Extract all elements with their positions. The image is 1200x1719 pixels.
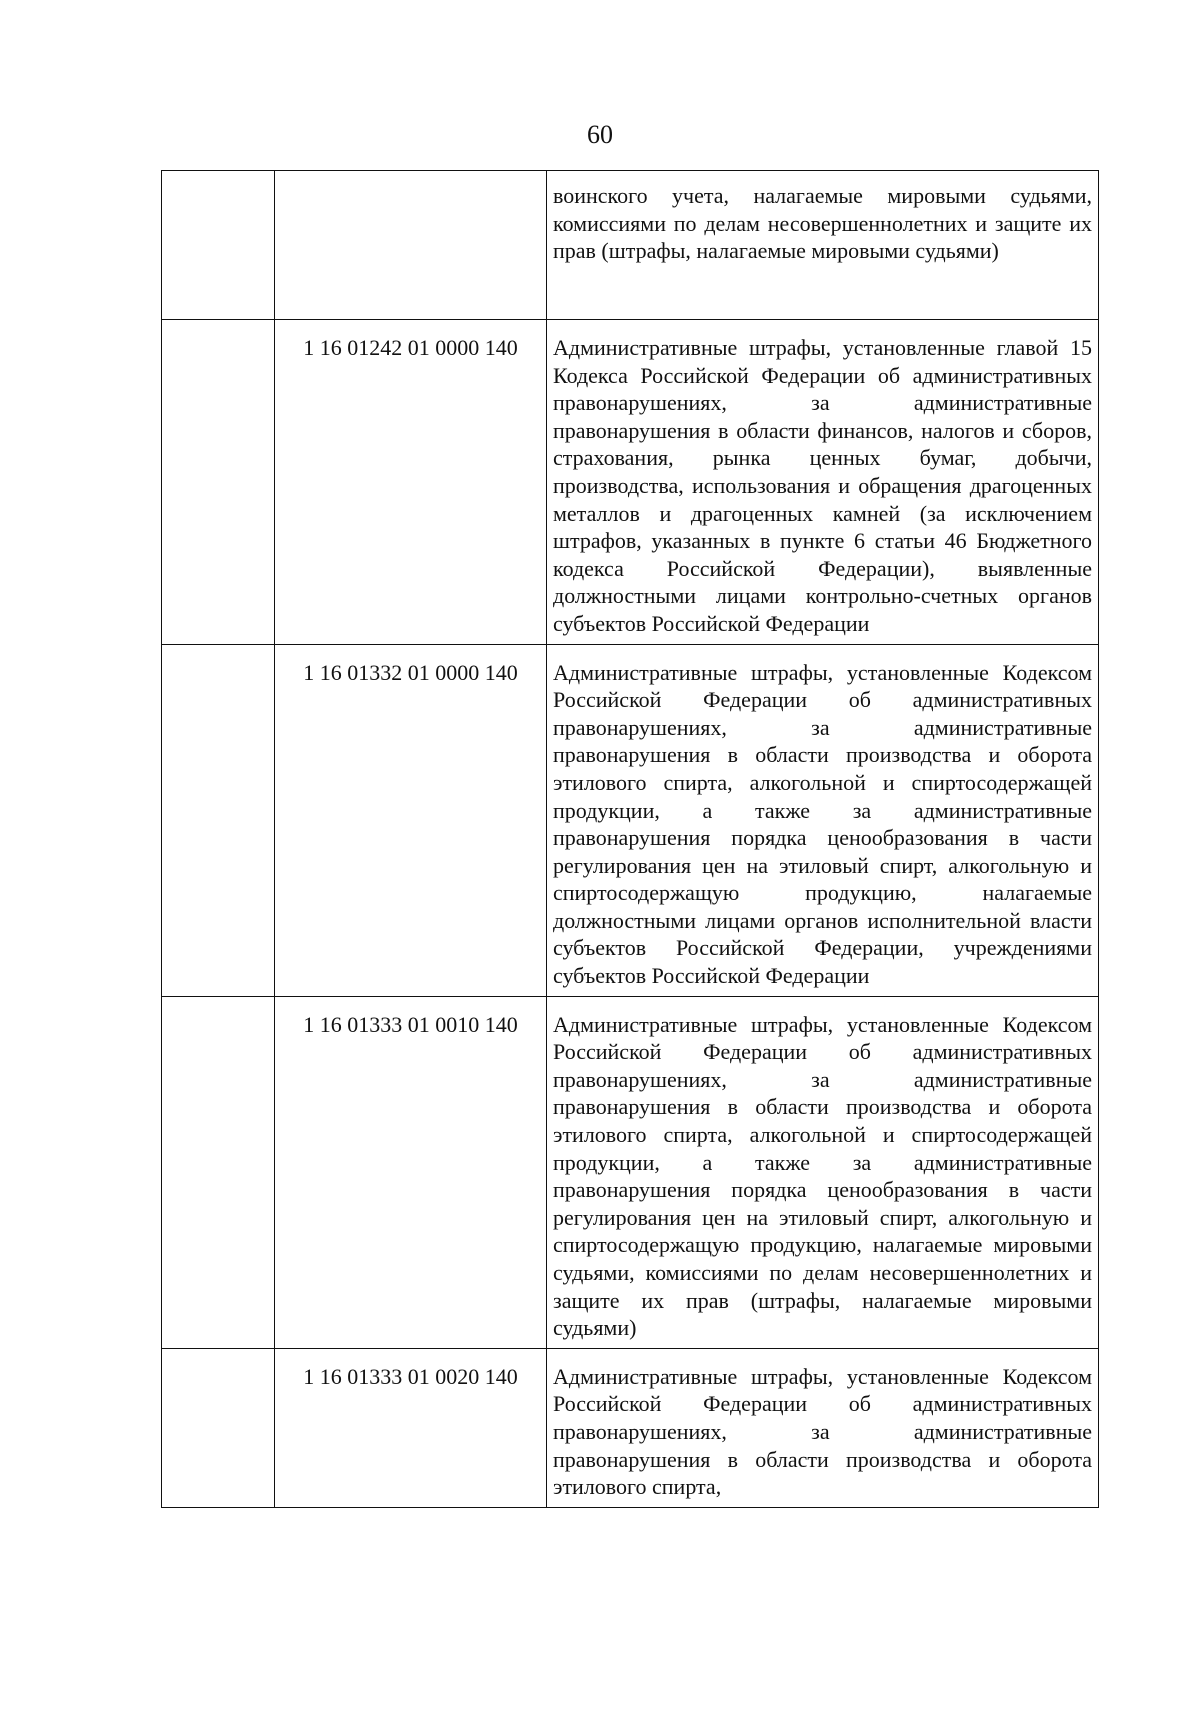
table-row xyxy=(162,171,1099,320)
row-code: 1 16 01242 01 0000 140 xyxy=(275,320,547,645)
row-description: Административные штрафы, установленные Кодексом Российской Федерации об административных правонарушениях, за административные правонарушения в области производства и оборота этилового спирта, xyxy=(547,1348,1099,1507)
row-description: Административные штрафы, установленные главой 15 Кодекса Российской Федерации об административных правонарушениях, за административные правонарушения в области финансов, налогов и сборов, страхования, рынка ценных бумаг, добычи, производства, использования и обращения драгоценных металлов и драгоценных камней (за исключением штрафов, указанных в пункте 6 статьи 46 Бюджетного кодекса Российской Федерации), выявленные должностными лицами контрольно-счетных органов субъектов Российской Федерации xyxy=(547,320,1099,645)
row-empty-cell xyxy=(162,171,275,320)
row-description: воинского учета, налагаемые мировыми судьями, комиссиями по делам несовершеннолетних и защите их прав (штрафы, налагаемые мировыми судьями) xyxy=(547,171,1099,320)
table-row xyxy=(162,1348,1099,1507)
row-description: Административные штрафы, установленные Кодексом Российской Федерации об административных правонарушениях, за административные правонарушения в области производства и оборота этилового спирта, алкогольной и спиртосодержащей продукции, а также за административные правонарушения порядка ценообразования в части регулирования цен на этиловый спирт, алкогольную и спиртосодержащую продукцию, налагаемые мировыми судьями, комиссиями по делам несовершеннолетних и защите их прав (штрафы, налагаемые мировыми судьями) xyxy=(547,996,1099,1348)
row-empty-cell xyxy=(162,644,275,996)
row-description: Административные штрафы, установленные Кодексом Российской Федерации об административных правонарушениях, за административные правонарушения в области производства и оборота этилового спирта, алкогольной и спиртосодержащей продукции, а также за административные правонарушения порядка ценообразования в части регулирования цен на этиловый спирт, алкогольную и спиртосодержащую продукцию, налагаемые должностными лицами органов исполнительной власти субъектов Российской Федерации, учреждениями субъектов Российской Федерации xyxy=(547,644,1099,996)
table-row xyxy=(162,996,1099,1348)
row-code: 1 16 01332 01 0000 140 xyxy=(275,644,547,996)
table-row xyxy=(162,644,1099,996)
row-empty-cell xyxy=(162,1348,275,1507)
row-empty-cell xyxy=(162,996,275,1348)
row-code xyxy=(275,171,547,320)
table-row xyxy=(162,320,1099,645)
budget-code-table xyxy=(161,170,1099,1508)
row-code: 1 16 01333 01 0020 140 xyxy=(275,1348,547,1507)
row-code: 1 16 01333 01 0010 140 xyxy=(275,996,547,1348)
row-empty-cell xyxy=(162,320,275,645)
page-number: 60 xyxy=(587,120,613,149)
